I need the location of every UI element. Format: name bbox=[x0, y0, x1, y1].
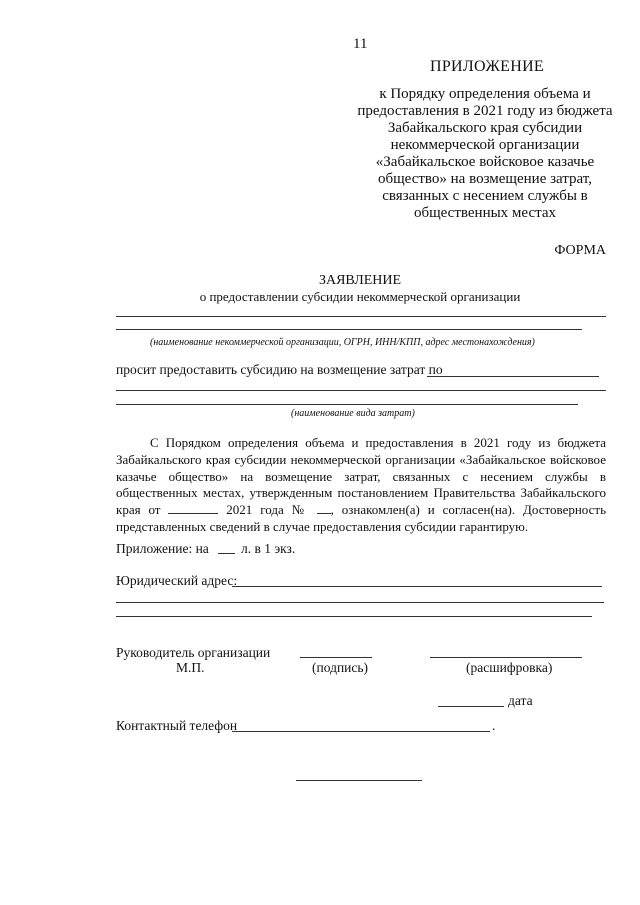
appendix-line: предоставления в 2021 году из бюджета bbox=[357, 103, 613, 119]
org-name-line-1[interactable] bbox=[116, 316, 606, 317]
appendix-line: связанных с несением службы в bbox=[382, 188, 588, 204]
bottom-separator bbox=[296, 780, 422, 781]
decree-number-blank[interactable] bbox=[317, 503, 331, 514]
appendix-line: общество» на возмещение затрат, bbox=[378, 171, 592, 187]
statement-title: ЗАЯВЛЕНИЕ bbox=[318, 273, 402, 288]
appendix-line: Забайкальского края субсидии bbox=[387, 120, 583, 136]
signature-line[interactable] bbox=[300, 657, 372, 658]
attachment-pages-blank[interactable] bbox=[218, 553, 235, 554]
appendix-reference bbox=[340, 86, 630, 222]
stamp-label: М.П. bbox=[176, 660, 205, 675]
paragraph-part-3: , ознакомлен(а) и согласен(на). Достоверность представленных сведений в случае предоставления субсидии гарантирую. bbox=[116, 502, 607, 534]
decoding-caption: (расшифровка) bbox=[466, 660, 553, 675]
date-label: дата bbox=[508, 693, 533, 708]
head-of-organization-label: Руководитель организации bbox=[116, 645, 271, 660]
agreement-paragraph bbox=[116, 435, 606, 536]
appendix-line: «Забайкальское войсковое казачье bbox=[375, 154, 595, 170]
appendix-line: общественных местах bbox=[413, 205, 557, 221]
attachment-suffix: л. в 1 экз. bbox=[241, 541, 296, 556]
page-number: 11 bbox=[353, 36, 368, 52]
cost-type-caption: (наименование вида затрат) bbox=[291, 408, 415, 419]
contact-phone-line[interactable] bbox=[232, 731, 490, 732]
contact-phone-label: Контактный телефон bbox=[116, 718, 238, 733]
cost-type-line-1[interactable] bbox=[427, 376, 599, 377]
paragraph-part-1: С Порядком определения объема и предоставления в 2021 году из бюджета Забайкальского края субсидии некоммерческой организации «Забайкальское войсковое казачье общество» на возмещение затрат, связанных с несением службы в общественных местах, утвержденным постановлением Правительства Забайкальского края от bbox=[116, 435, 606, 518]
cost-type-line-2[interactable] bbox=[116, 390, 606, 391]
paragraph-part-2: 2021 года № bbox=[226, 502, 309, 518]
date-line[interactable] bbox=[438, 706, 504, 707]
org-name-line-2[interactable] bbox=[116, 329, 582, 330]
appendix-line: к Порядку определения объема и bbox=[379, 86, 591, 102]
decree-date-blank[interactable] bbox=[168, 503, 218, 514]
attachment-prefix: Приложение: на bbox=[116, 541, 209, 556]
signature-caption: (подпись) bbox=[312, 660, 369, 675]
org-name-caption: (наименование некоммерческой организации, ОГРН, ИНН/КПП, адрес местонахождения) bbox=[150, 337, 535, 348]
contact-phone-end: . bbox=[492, 718, 496, 733]
cost-type-line-3[interactable] bbox=[116, 404, 578, 405]
form-label: ФОРМА bbox=[554, 243, 606, 258]
statement-subtitle: о предоставлении субсидии некоммерческой организации bbox=[199, 289, 521, 304]
legal-address-line-3[interactable] bbox=[116, 616, 592, 617]
decoding-line[interactable] bbox=[430, 657, 582, 658]
legal-address-label: Юридический адрес: bbox=[116, 573, 238, 588]
legal-address-line-1[interactable] bbox=[232, 586, 602, 587]
appendix-title: ПРИЛОЖЕНИЕ bbox=[430, 58, 545, 75]
appendix-line: некоммерческой организации bbox=[390, 137, 580, 153]
request-text: просит предоставить субсидию на возмещение затрат по bbox=[116, 362, 443, 377]
legal-address-line-2[interactable] bbox=[116, 602, 604, 603]
